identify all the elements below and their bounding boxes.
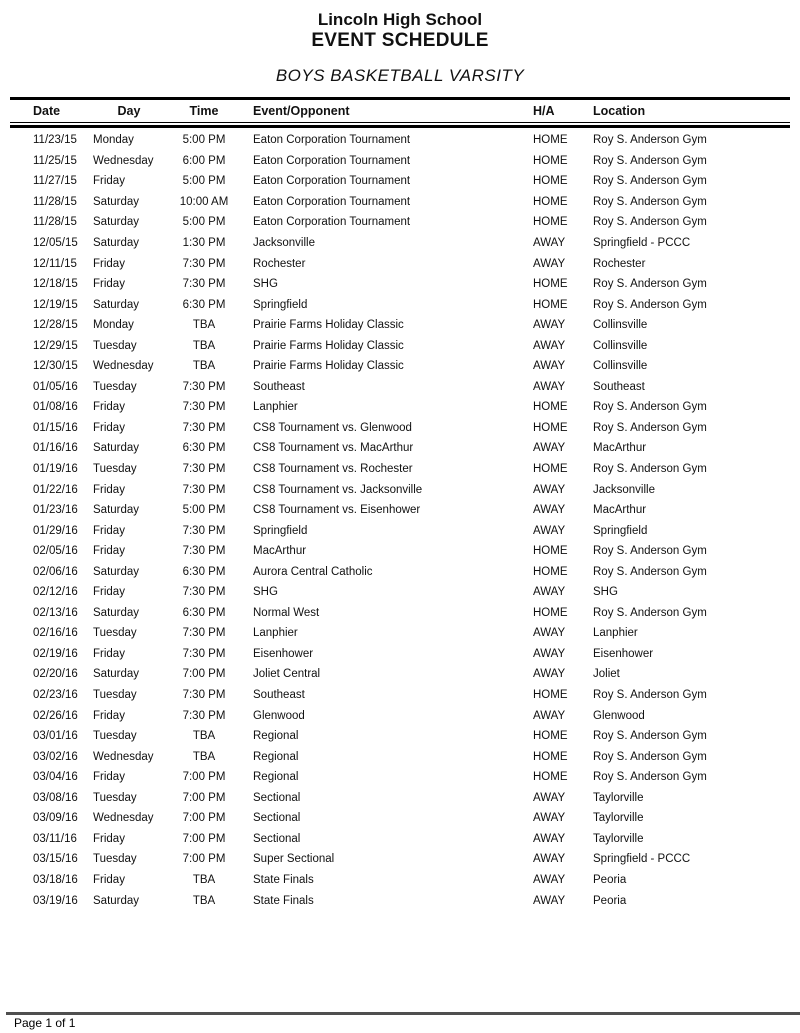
cell-date: 11/23/15 (33, 134, 77, 147)
cell-date: 02/16/16 (33, 627, 78, 640)
cell-time: 5:00 PM (182, 504, 226, 517)
cell-location: Collinsville (593, 360, 648, 373)
cell-location: Collinsville (593, 319, 648, 332)
cell-day: Wednesday (93, 154, 154, 167)
cell-ha: AWAY (533, 873, 566, 886)
table-row (10, 705, 790, 726)
table-row (10, 623, 790, 644)
cell-location: Roy S. Anderson Gym (593, 175, 707, 188)
cell-ha: AWAY (533, 360, 566, 373)
table-row (10, 356, 790, 377)
cell-ha: HOME (533, 154, 568, 167)
cell-day: Saturday (93, 442, 140, 455)
cell-time: 10:00 AM (179, 195, 229, 208)
cell-date: 02/13/16 (33, 606, 78, 619)
cell-ha: HOME (533, 463, 568, 476)
cell-location: Peoria (593, 894, 627, 907)
cell-location: Roy S. Anderson Gym (593, 401, 707, 414)
cell-date: 01/22/16 (33, 483, 78, 496)
cell-date: 01/16/16 (33, 442, 78, 455)
cell-date: 11/28/15 (33, 216, 77, 229)
cell-ha: AWAY (533, 339, 566, 352)
table-row (10, 171, 790, 192)
cell-location: MacArthur (593, 442, 647, 455)
page-title: EVENT SCHEDULE (311, 30, 489, 51)
cell-ha: HOME (533, 750, 568, 763)
cell-day: Friday (93, 175, 125, 188)
cell-location: Lanphier (593, 627, 638, 640)
cell-location: Joliet (593, 668, 620, 681)
cell-date: 02/06/16 (33, 565, 78, 578)
cell-day: Tuesday (93, 380, 137, 393)
cell-event: Prairie Farms Holiday Classic (253, 360, 404, 373)
cell-location: Southeast (593, 380, 645, 393)
table-row (10, 561, 790, 582)
cell-event: CS8 Tournament vs. Rochester (253, 463, 413, 476)
table-row (10, 479, 790, 500)
column-header-location: Location (593, 104, 646, 118)
school-name: Lincoln High School (317, 10, 483, 29)
table-row (10, 541, 790, 562)
cell-location: Taylorville (593, 832, 644, 845)
cell-event: CS8 Tournament vs. Jacksonville (253, 483, 423, 496)
table-row (10, 767, 790, 788)
cell-ha: HOME (533, 565, 568, 578)
cell-date: 01/15/16 (33, 421, 78, 434)
cell-time: 6:30 PM (182, 298, 226, 311)
cell-day: Tuesday (93, 853, 137, 866)
cell-ha: HOME (533, 298, 568, 311)
cell-ha: AWAY (533, 709, 566, 722)
cell-location: Collinsville (593, 339, 648, 352)
table-row (10, 664, 790, 685)
cell-ha: AWAY (533, 380, 566, 393)
cell-time: TBA (192, 894, 216, 907)
cell-time: 7:30 PM (182, 709, 226, 722)
cell-date: 01/08/16 (33, 401, 78, 414)
cell-event: Sectional (253, 791, 301, 804)
cell-ha: AWAY (533, 668, 566, 681)
cell-ha: AWAY (533, 237, 566, 249)
cell-time: 7:00 PM (182, 668, 226, 681)
cell-day: Friday (93, 524, 125, 537)
page-number-label: Page 1 of 1 (14, 1016, 76, 1030)
column-header-event: Event/Opponent (253, 104, 350, 118)
cell-day: Tuesday (93, 627, 137, 640)
cell-day: Friday (93, 709, 125, 722)
cell-day: Friday (93, 257, 125, 270)
cell-location: Rochester (593, 257, 646, 270)
cell-ha: HOME (533, 421, 568, 434)
table-row (10, 253, 790, 274)
cell-date: 02/19/16 (33, 647, 78, 660)
cell-day: Tuesday (93, 689, 137, 702)
cell-ha: HOME (533, 401, 568, 414)
cell-ha: HOME (533, 606, 568, 619)
cell-date: 12/18/15 (33, 278, 78, 291)
cell-date: 01/29/16 (33, 524, 78, 537)
cell-day: Friday (93, 586, 125, 599)
cell-time: 7:30 PM (182, 278, 226, 291)
cell-event: Prairie Farms Holiday Classic (253, 319, 404, 332)
cell-event: CS8 Tournament vs. Glenwood (253, 421, 412, 434)
cell-day: Tuesday (93, 730, 137, 743)
cell-day: Friday (93, 771, 125, 784)
table-row (10, 315, 790, 336)
cell-event: Jacksonville (253, 237, 315, 249)
cell-time: 7:00 PM (182, 812, 226, 825)
cell-time: 1:30 PM (182, 237, 226, 249)
cell-event: State Finals (253, 894, 314, 907)
cell-day: Saturday (93, 237, 140, 249)
table-row (10, 603, 790, 624)
cell-ha: AWAY (533, 832, 566, 845)
cell-location: Roy S. Anderson Gym (593, 278, 707, 291)
cell-day: Saturday (93, 668, 140, 681)
cell-location: Roy S. Anderson Gym (593, 689, 707, 702)
cell-event: Regional (253, 750, 299, 763)
cell-event: Eaton Corporation Tournament (253, 154, 411, 167)
cell-date: 12/19/15 (33, 298, 78, 311)
cell-location: MacArthur (593, 504, 647, 517)
cell-event: Rochester (253, 257, 306, 270)
table-header-row (10, 100, 790, 122)
cell-ha: AWAY (533, 442, 566, 455)
cell-date: 11/27/15 (33, 175, 77, 188)
cell-day: Tuesday (93, 463, 137, 476)
cell-date: 12/11/15 (33, 257, 77, 270)
table-row (10, 870, 790, 891)
cell-day: Wednesday (93, 812, 154, 825)
cell-day: Saturday (93, 216, 140, 229)
cell-day: Saturday (93, 298, 140, 311)
cell-date: 03/19/16 (33, 894, 78, 907)
cell-time: 7:30 PM (182, 483, 226, 496)
cell-date: 12/05/15 (33, 237, 78, 249)
cell-date: 03/15/16 (33, 853, 78, 866)
cell-time: 7:30 PM (182, 401, 226, 414)
cell-date: 03/09/16 (33, 812, 78, 825)
cell-location: Eisenhower (593, 647, 654, 660)
table-row (10, 746, 790, 767)
cell-ha: AWAY (533, 319, 566, 332)
cell-date: 03/08/16 (33, 791, 78, 804)
cell-ha: AWAY (533, 627, 566, 640)
cell-day: Friday (93, 401, 125, 414)
cell-location: Roy S. Anderson Gym (593, 750, 707, 763)
cell-ha: AWAY (533, 483, 566, 496)
table-row (10, 500, 790, 521)
cell-event: Eaton Corporation Tournament (253, 134, 411, 147)
cell-ha: HOME (533, 730, 568, 743)
page-subtitle: BOYS BASKETBALL VARSITY (275, 66, 525, 85)
cell-date: 12/28/15 (33, 319, 78, 332)
cell-time: 6:00 PM (182, 154, 226, 167)
cell-event: Lanphier (253, 627, 298, 640)
cell-location: Roy S. Anderson Gym (593, 463, 707, 476)
cell-location: Peoria (593, 873, 627, 886)
cell-day: Saturday (93, 894, 140, 907)
table-row (10, 192, 790, 213)
cell-location: Springfield (593, 524, 648, 537)
cell-time: TBA (192, 730, 216, 743)
table-row (10, 788, 790, 809)
cell-ha: HOME (533, 771, 568, 784)
cell-event: Prairie Farms Holiday Classic (253, 339, 404, 352)
cell-time: TBA (192, 750, 216, 763)
table-row (10, 829, 790, 850)
table-row (10, 726, 790, 747)
cell-day: Tuesday (93, 339, 137, 352)
cell-date: 02/20/16 (33, 668, 78, 681)
cell-event: SHG (253, 586, 278, 599)
table-row (10, 520, 790, 541)
cell-time: TBA (192, 339, 216, 352)
cell-date: 03/04/16 (33, 771, 78, 784)
cell-event: Springfield (253, 298, 308, 311)
cell-location: Roy S. Anderson Gym (593, 606, 707, 619)
cell-event: Sectional (253, 812, 301, 825)
cell-time: 6:30 PM (182, 565, 226, 578)
table-row (10, 890, 790, 911)
cell-day: Friday (93, 483, 125, 496)
table-row (10, 808, 790, 829)
cell-ha: HOME (533, 134, 568, 147)
cell-day: Friday (93, 832, 125, 845)
cell-event: Eisenhower (253, 647, 314, 660)
cell-ha: HOME (533, 278, 568, 291)
table-row (10, 377, 790, 398)
cell-date: 12/29/15 (33, 339, 78, 352)
cell-time: 7:00 PM (182, 771, 226, 784)
table-row (10, 130, 790, 151)
cell-event: CS8 Tournament vs. Eisenhower (253, 504, 421, 517)
cell-day: Friday (93, 545, 125, 558)
cell-location: Springfield - PCCC (593, 853, 691, 866)
cell-ha: AWAY (533, 853, 566, 866)
cell-date: 01/05/16 (33, 380, 78, 393)
cell-ha: AWAY (533, 504, 566, 517)
cell-event: MacArthur (253, 545, 307, 558)
cell-date: 03/01/16 (33, 730, 78, 743)
cell-day: Wednesday (93, 750, 154, 763)
cell-day: Monday (93, 134, 134, 147)
cell-date: 03/11/16 (33, 832, 77, 845)
table-row (10, 335, 790, 356)
table-row (10, 582, 790, 603)
cell-event: Southeast (253, 380, 305, 393)
cell-time: 7:30 PM (182, 545, 226, 558)
table-row (10, 685, 790, 706)
column-header-ha: H/A (533, 104, 555, 118)
cell-event: Southeast (253, 689, 305, 702)
cell-event: SHG (253, 278, 278, 291)
footer-rule (6, 1012, 800, 1015)
cell-date: 02/05/16 (33, 545, 78, 558)
cell-time: 5:00 PM (182, 216, 226, 229)
cell-location: Roy S. Anderson Gym (593, 216, 707, 229)
cell-date: 02/23/16 (33, 689, 78, 702)
cell-location: Roy S. Anderson Gym (593, 545, 707, 558)
cell-time: 7:30 PM (182, 689, 226, 702)
cell-event: Lanphier (253, 401, 298, 414)
cell-time: TBA (192, 873, 216, 886)
cell-date: 12/30/15 (33, 360, 78, 373)
cell-time: 6:30 PM (182, 442, 226, 455)
cell-time: TBA (192, 360, 216, 373)
cell-location: Roy S. Anderson Gym (593, 565, 707, 578)
table-row (10, 212, 790, 233)
schedule-table (10, 97, 790, 911)
cell-event: Regional (253, 771, 299, 784)
cell-time: 7:30 PM (182, 647, 226, 660)
cell-event: Aurora Central Catholic (253, 565, 373, 578)
cell-location: Roy S. Anderson Gym (593, 195, 707, 208)
cell-time: 7:30 PM (182, 257, 226, 270)
cell-date: 03/02/16 (33, 750, 78, 763)
cell-time: 5:00 PM (182, 175, 226, 188)
cell-time: 5:00 PM (182, 134, 226, 147)
cell-day: Saturday (93, 565, 140, 578)
cell-event: Normal West (253, 606, 320, 619)
cell-time: 7:30 PM (182, 463, 226, 476)
cell-ha: HOME (533, 216, 568, 229)
cell-ha: AWAY (533, 647, 566, 660)
cell-event: Springfield (253, 524, 308, 537)
cell-day: Friday (93, 278, 125, 291)
table-row (10, 233, 790, 254)
cell-location: Roy S. Anderson Gym (593, 421, 707, 434)
cell-location: SHG (593, 586, 618, 599)
cell-day: Monday (93, 319, 134, 332)
cell-day: Saturday (93, 195, 140, 208)
cell-date: 11/25/15 (33, 154, 77, 167)
cell-date: 01/19/16 (33, 463, 78, 476)
cell-day: Saturday (93, 606, 140, 619)
cell-ha: HOME (533, 689, 568, 702)
cell-date: 11/28/15 (33, 195, 77, 208)
cell-event: Glenwood (253, 709, 305, 722)
column-header-time: Time (189, 104, 219, 118)
cell-time: 7:30 PM (182, 421, 226, 434)
cell-event: Eaton Corporation Tournament (253, 195, 411, 208)
cell-date: 03/18/16 (33, 873, 78, 886)
cell-event: Joliet Central (253, 668, 321, 681)
cell-location: Roy S. Anderson Gym (593, 298, 707, 311)
cell-event: CS8 Tournament vs. MacArthur (253, 442, 414, 455)
column-header-date: Date (33, 104, 61, 118)
table-row (10, 438, 790, 459)
cell-location: Roy S. Anderson Gym (593, 771, 707, 784)
cell-day: Friday (93, 873, 125, 886)
cell-date: 02/26/16 (33, 709, 78, 722)
cell-event: State Finals (253, 873, 314, 886)
table-row (10, 151, 790, 172)
cell-day: Friday (93, 421, 125, 434)
cell-ha: AWAY (533, 586, 566, 599)
cell-time: 7:30 PM (182, 627, 226, 640)
cell-time: 7:30 PM (182, 586, 226, 599)
cell-time: 7:30 PM (182, 524, 226, 537)
table-row (10, 849, 790, 870)
cell-location: Taylorville (593, 812, 644, 825)
cell-time: 7:30 PM (182, 380, 226, 393)
cell-ha: HOME (533, 195, 568, 208)
cell-ha: AWAY (533, 894, 566, 907)
table-row (10, 274, 790, 295)
cell-day: Tuesday (93, 791, 137, 804)
cell-time: 7:00 PM (182, 832, 226, 845)
cell-event: Sectional (253, 832, 301, 845)
table-row (10, 418, 790, 439)
cell-date: 02/12/16 (33, 586, 78, 599)
cell-location: Roy S. Anderson Gym (593, 154, 707, 167)
table-row (10, 459, 790, 480)
cell-ha: AWAY (533, 812, 566, 825)
cell-date: 01/23/16 (33, 504, 78, 517)
cell-location: Taylorville (593, 791, 644, 804)
table-row (10, 644, 790, 665)
cell-ha: HOME (533, 545, 568, 558)
table-rows (10, 128, 790, 911)
cell-ha: AWAY (533, 257, 566, 270)
cell-day: Friday (93, 647, 125, 660)
cell-day: Wednesday (93, 360, 154, 373)
cell-event: Eaton Corporation Tournament (253, 175, 411, 188)
cell-time: 7:00 PM (182, 791, 226, 804)
cell-ha: HOME (533, 175, 568, 188)
cell-location: Jacksonville (593, 483, 655, 496)
table-row (10, 397, 790, 418)
cell-location: Springfield - PCCC (593, 237, 691, 249)
cell-time: TBA (192, 319, 216, 332)
column-header-day: Day (117, 104, 141, 118)
cell-day: Saturday (93, 504, 140, 517)
cell-event: Regional (253, 730, 299, 743)
cell-ha: AWAY (533, 791, 566, 804)
cell-event: Super Sectional (253, 853, 335, 866)
table-row (10, 294, 790, 315)
cell-location: Roy S. Anderson Gym (593, 134, 707, 147)
cell-time: 6:30 PM (182, 606, 226, 619)
cell-time: 7:00 PM (182, 853, 226, 866)
cell-location: Roy S. Anderson Gym (593, 730, 707, 743)
cell-event: Eaton Corporation Tournament (253, 216, 411, 229)
cell-location: Glenwood (593, 709, 645, 722)
cell-ha: AWAY (533, 524, 566, 537)
title-block (0, 0, 800, 86)
